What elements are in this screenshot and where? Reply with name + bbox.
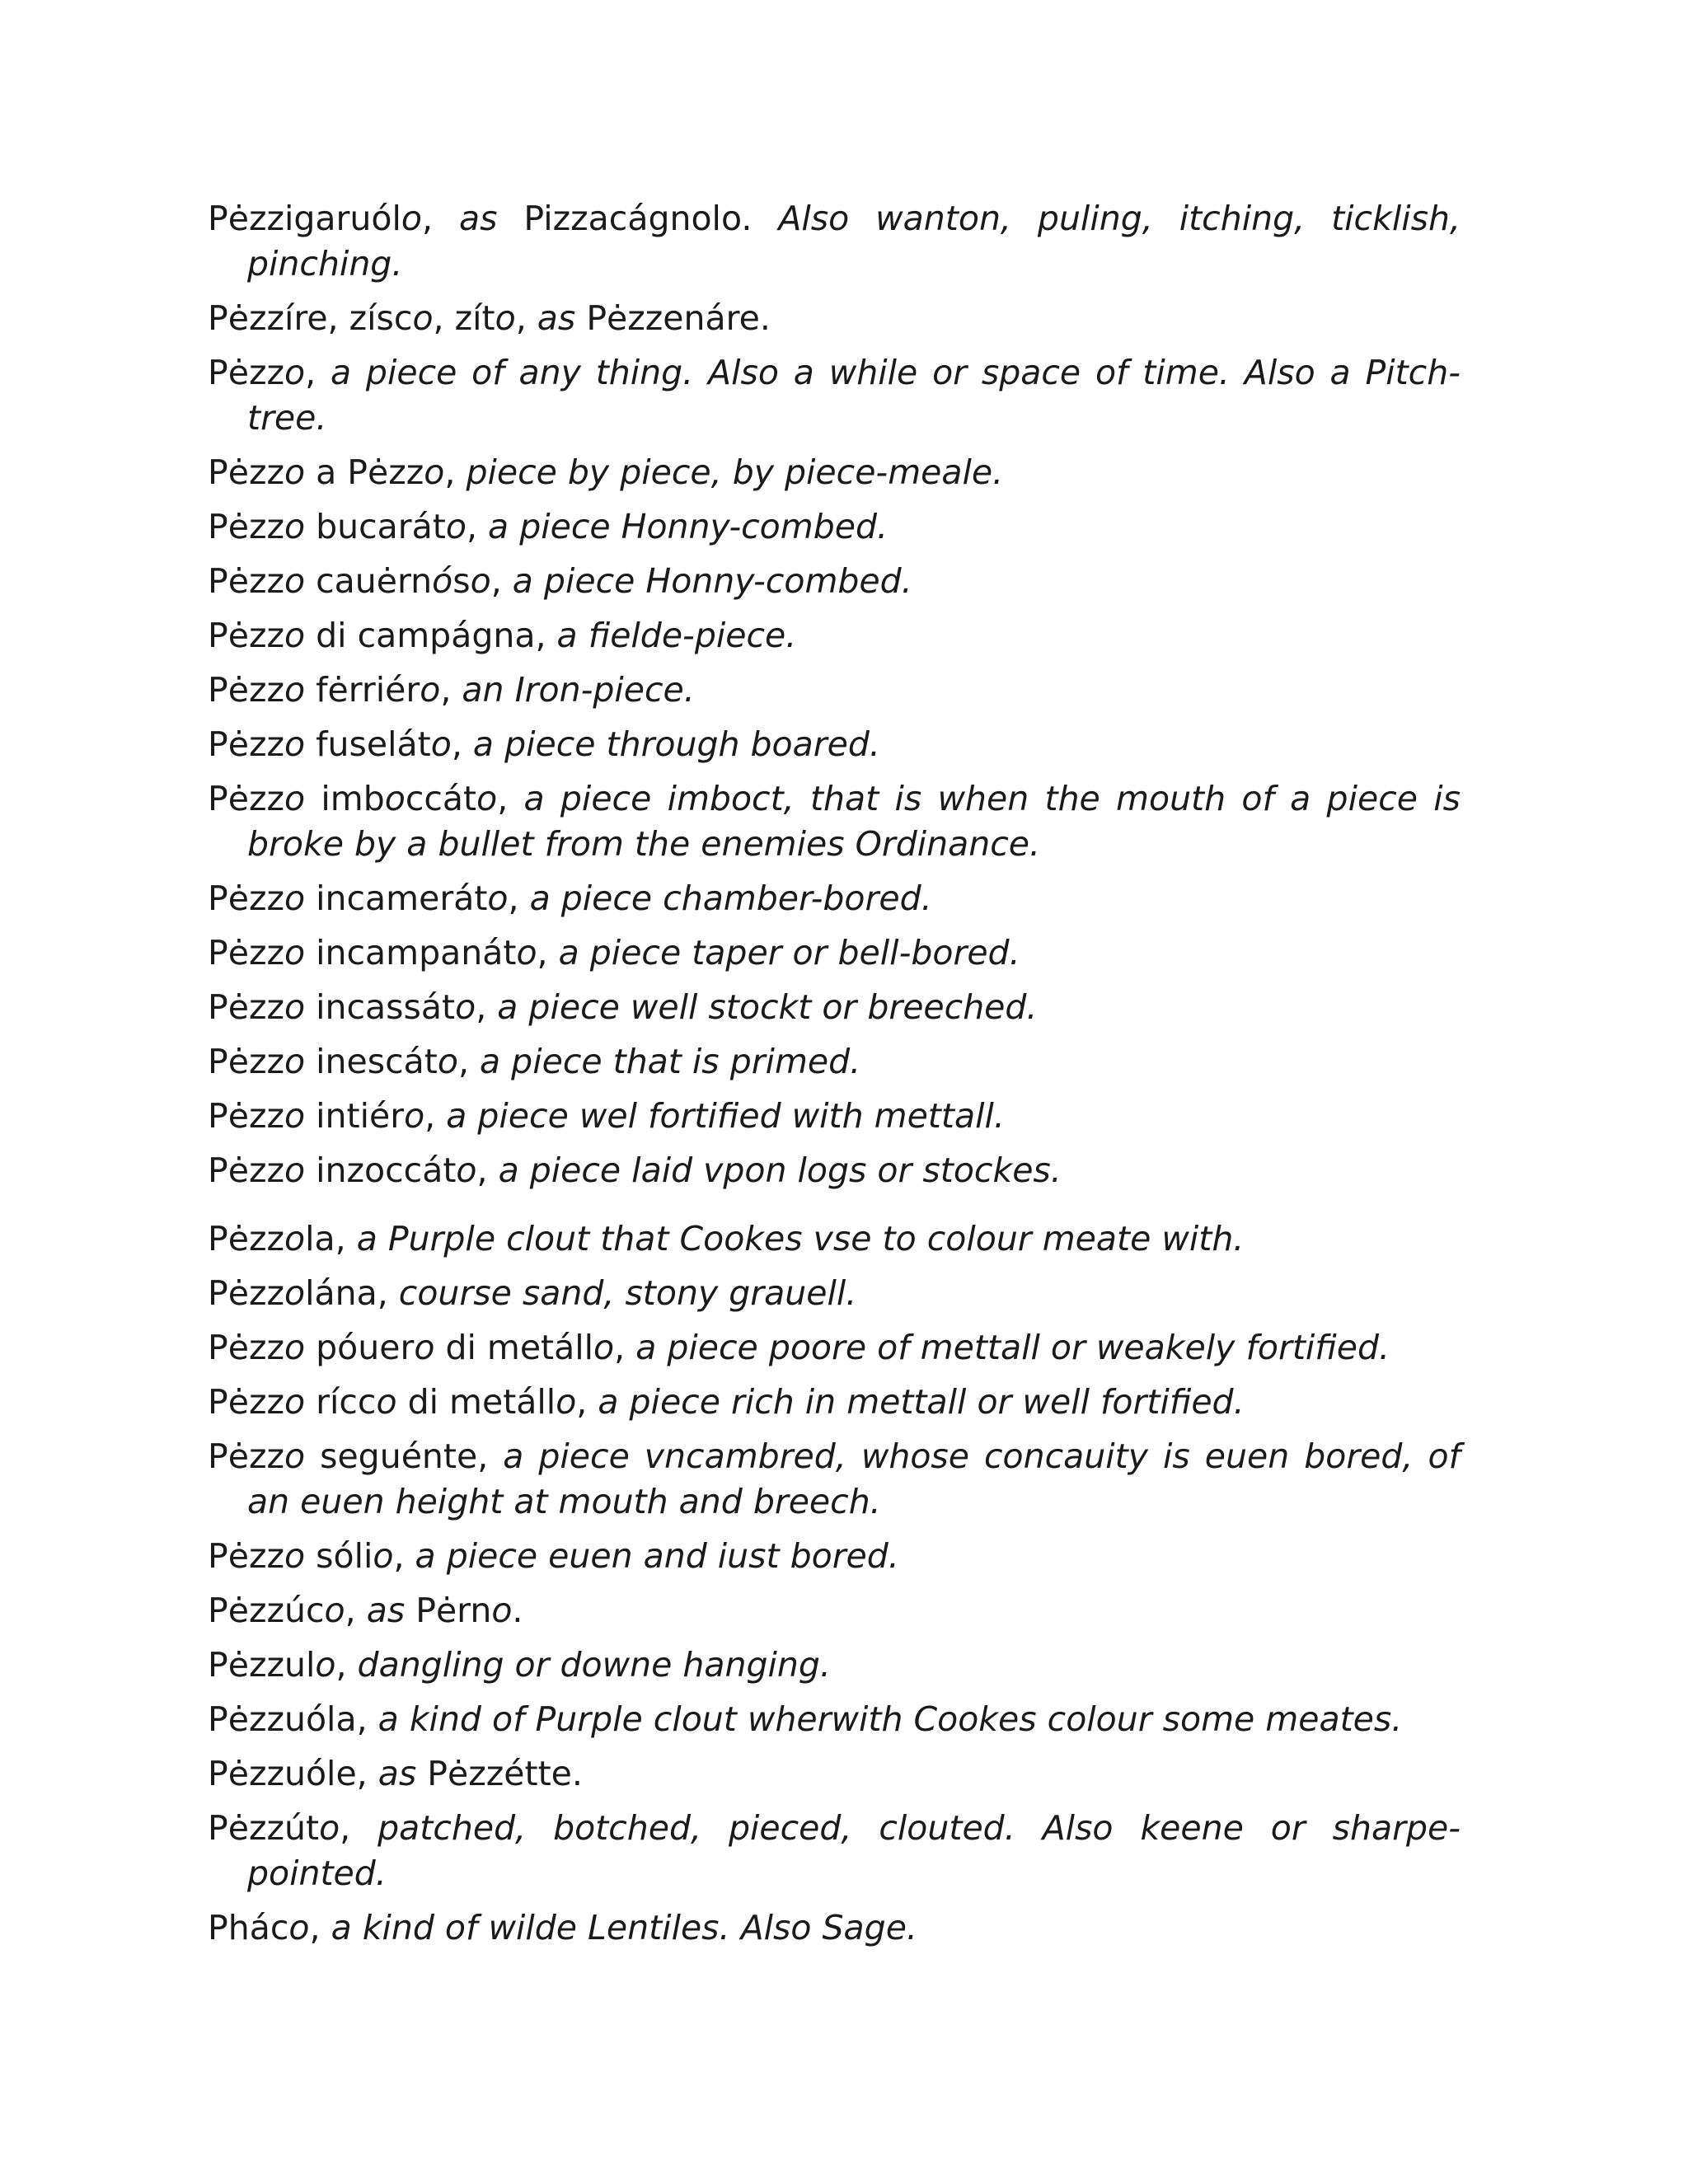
italic-text: o — [373, 1536, 394, 1576]
italic-text: o — [284, 1382, 306, 1422]
italic-text: o — [315, 1645, 336, 1685]
roman-text: incampanát — [305, 933, 517, 972]
roman-text: di metáll — [434, 1328, 594, 1367]
italic-text: an Iron-piece. — [462, 670, 695, 710]
roman-text: Pėzz — [208, 353, 284, 392]
roman-text: , — [440, 670, 462, 710]
dictionary-entry — [208, 196, 1461, 287]
italic-text: o — [384, 779, 406, 818]
roman-text: , — [444, 452, 467, 492]
italic-text: piece by piece, by piece-meale. — [466, 452, 1004, 492]
roman-text: Pėzzút — [208, 1808, 320, 1848]
italic-text: o — [284, 879, 306, 918]
italic-text: o — [284, 1042, 306, 1081]
roman-text: lána, — [305, 1273, 399, 1313]
italic-text: o — [319, 1808, 340, 1848]
roman-text: inescát — [305, 1042, 438, 1081]
roman-text: , — [457, 1042, 481, 1081]
roman-text: . — [741, 199, 779, 238]
dictionary-entry — [208, 504, 1461, 550]
italic-text: a piece imboct, that is when the mouth of a piece is broke by a bullet from the enemies Ordinance. — [247, 779, 1461, 864]
italic-text: o — [556, 1382, 577, 1422]
italic-text: o — [593, 1328, 615, 1367]
italic-text: a kind of Purple clout wherwith Cookes colour some meates. — [377, 1699, 1403, 1739]
roman-text: Pėzzúc — [208, 1591, 325, 1630]
roman-text: , — [515, 298, 537, 338]
roman-text: , — [340, 1808, 378, 1848]
roman-text: inzoccát — [305, 1151, 457, 1190]
roman-text: , — [508, 879, 530, 918]
roman-text: Pėzzuóla, — [208, 1699, 378, 1739]
roman-text: Pėzz — [208, 561, 284, 601]
roman-text: Pėzz — [208, 670, 284, 710]
italic-text: o — [424, 452, 445, 492]
roman-text: Pėzz — [208, 1096, 284, 1136]
roman-text: Pėzzul — [208, 1645, 316, 1685]
dictionary-entry — [208, 1325, 1461, 1371]
roman-text: Pėzzuóle, — [208, 1754, 378, 1793]
roman-text: , — [421, 199, 459, 238]
roman-text: . — [512, 1591, 523, 1630]
dictionary-entry — [208, 1643, 1461, 1688]
dictionary-entry — [208, 350, 1461, 441]
roman-text: incassát — [305, 987, 456, 1027]
dictionary-entry — [208, 1148, 1461, 1193]
italic-text: ó — [432, 561, 453, 601]
roman-text: fėrriér — [305, 670, 420, 710]
dictionary-entry — [208, 876, 1461, 921]
dictionary-entry — [208, 985, 1461, 1030]
italic-text: o — [401, 199, 422, 238]
roman-text: Pėrn — [415, 1591, 492, 1630]
roman-text: incamerát — [305, 879, 488, 918]
italic-text: o — [516, 933, 537, 972]
italic-text: o — [284, 1536, 306, 1576]
italic-text: o — [284, 987, 306, 1027]
roman-text: , — [345, 1591, 367, 1630]
italic-text: o — [284, 670, 306, 710]
italic-text: a piece wel fortified with mettall. — [446, 1096, 1005, 1136]
roman-text: , — [614, 1328, 636, 1367]
dictionary-entry — [208, 450, 1461, 495]
dictionary-entry — [208, 1806, 1461, 1896]
italic-text: o — [491, 1591, 513, 1630]
italic-text: patched, botched, pieced, clouted. Also keene or sharpe-pointed. — [247, 1808, 1461, 1893]
dictionary-entry — [208, 1271, 1461, 1316]
italic-text: a fielde-piece. — [556, 616, 797, 655]
roman-text: Pėzz — [208, 1273, 284, 1313]
roman-text: Pėzz — [208, 616, 284, 655]
roman-text: Pėzz — [208, 724, 284, 764]
italic-text: a piece euen and iust bored. — [415, 1536, 899, 1576]
italic-text: o — [284, 1328, 306, 1367]
roman-text: Pėzz — [208, 879, 284, 918]
roman-text: , — [476, 1151, 499, 1190]
roman-text: , — [309, 1908, 331, 1947]
italic-text: o — [284, 616, 306, 655]
roman-text: Pėzz — [208, 507, 284, 546]
roman-text: seguénte, — [305, 1436, 504, 1476]
italic-text: course sand, stony grauell. — [398, 1273, 857, 1313]
roman-text: s — [452, 561, 471, 601]
roman-text: Pėzz — [208, 1436, 284, 1476]
roman-text: sóli — [305, 1536, 373, 1576]
roman-text: , — [335, 1645, 358, 1685]
italic-text: o — [404, 1096, 425, 1136]
italic-text: a piece that is primed. — [480, 1042, 861, 1081]
roman-text: Pėzzíre, zísc — [208, 298, 413, 338]
italic-text: a piece taper or bell-bored. — [558, 933, 1020, 972]
roman-text: , — [537, 933, 559, 972]
italic-text: a piece through boared. — [472, 724, 880, 764]
roman-text: Pėzz — [208, 1536, 284, 1576]
italic-text: dangling or downe hanging. — [357, 1645, 831, 1685]
italic-text: o — [414, 1328, 435, 1367]
roman-text: , — [451, 724, 473, 764]
italic-text: o — [455, 987, 476, 1027]
dictionary-entry — [208, 296, 1461, 341]
italic-text: o — [284, 1273, 306, 1313]
italic-text: as — [458, 199, 524, 238]
dictionary-entry — [208, 1380, 1461, 1425]
italic-text: o — [284, 1436, 306, 1476]
roman-text: , zít — [433, 298, 495, 338]
roman-text: Pėzz — [208, 987, 284, 1027]
dictionary-entry — [208, 776, 1461, 867]
italic-text: a piece chamber-bored. — [529, 879, 932, 918]
italic-text: a piece rich in mettall or well fortified. — [598, 1382, 1245, 1422]
roman-text: ccát — [405, 779, 477, 818]
dictionary-entry — [208, 668, 1461, 713]
italic-text: a piece vncambred, whose concauity is euen bored, of an euen height at mouth and breech. — [247, 1436, 1461, 1521]
roman-text: Pizzacágnolo — [523, 199, 742, 238]
italic-text: o — [412, 298, 434, 338]
roman-text: cauėrn — [305, 561, 433, 601]
roman-text: Pėzzétte. — [427, 1754, 583, 1793]
italic-text: a piece laid vpon logs or stockes. — [498, 1151, 1062, 1190]
roman-text: , — [466, 507, 489, 546]
italic-text: o — [487, 879, 509, 918]
roman-text: Phác — [208, 1908, 289, 1947]
italic-text: as — [537, 298, 587, 338]
roman-text: Pėzzenáre. — [586, 298, 771, 338]
roman-text: intiér — [305, 1096, 405, 1136]
italic-text: o — [430, 724, 452, 764]
roman-text: rícc — [305, 1382, 377, 1422]
roman-text: fuselát — [305, 724, 431, 764]
dictionary-entry — [208, 722, 1461, 767]
italic-text: o — [284, 933, 306, 972]
roman-text: imb — [305, 779, 385, 818]
roman-text: , — [424, 1096, 447, 1136]
dictionary-page — [208, 196, 1461, 1960]
italic-text: o — [284, 1151, 306, 1190]
italic-text: o — [445, 507, 467, 546]
italic-text: o — [284, 507, 306, 546]
italic-text: a piece well stockt or breeched. — [497, 987, 1038, 1027]
roman-text: , — [476, 987, 498, 1027]
italic-text: a piece Honny-combed. — [512, 561, 912, 601]
dictionary-entry — [208, 930, 1461, 976]
roman-text: Pėzzigaruól — [208, 199, 401, 238]
italic-text: o — [284, 724, 306, 764]
italic-text: as — [377, 1754, 428, 1793]
italic-text: o — [288, 1908, 310, 1947]
roman-text: la, — [305, 1219, 357, 1258]
roman-text: Pėzz — [208, 1042, 284, 1081]
dictionary-entry — [208, 1094, 1461, 1139]
dictionary-entry — [208, 1039, 1461, 1085]
italic-text: o — [495, 298, 516, 338]
roman-text: Pėzz — [208, 1219, 284, 1258]
italic-text: o — [284, 353, 306, 392]
dictionary-entry — [208, 559, 1461, 604]
italic-text: o — [324, 1591, 345, 1630]
dictionary-entry — [208, 1751, 1461, 1797]
italic-text: o — [456, 1151, 477, 1190]
italic-text: o — [376, 1382, 397, 1422]
roman-text: Pėzz — [208, 779, 284, 818]
italic-text: o — [437, 1042, 458, 1081]
italic-text: a Purple clout that Cookes vse to colour meate with. — [356, 1219, 1245, 1258]
roman-text: bucarát — [305, 507, 446, 546]
roman-text: , — [490, 561, 513, 601]
roman-text: Pėzz — [208, 1382, 284, 1422]
dictionary-entry — [208, 1588, 1461, 1633]
roman-text: a Pėzz — [305, 452, 424, 492]
roman-text: Pėzz — [208, 1151, 284, 1190]
dictionary-entry — [208, 1216, 1461, 1262]
italic-text: a piece poore of mettall or weakely fortified. — [635, 1328, 1390, 1367]
roman-text: , — [393, 1536, 415, 1576]
italic-text: as — [366, 1591, 416, 1630]
italic-text: o — [470, 561, 491, 601]
dictionary-entry — [208, 1534, 1461, 1579]
italic-text: o — [420, 670, 441, 710]
italic-text: o — [284, 779, 306, 818]
roman-text: póuer — [305, 1328, 415, 1367]
dictionary-entry — [208, 1434, 1461, 1525]
roman-text: di metáll — [396, 1382, 556, 1422]
roman-text: , — [305, 353, 331, 392]
roman-text: Pėzz — [208, 452, 284, 492]
roman-text: di campágna, — [305, 616, 557, 655]
dictionary-entry — [208, 1905, 1461, 1951]
italic-text: o — [284, 1096, 306, 1136]
italic-text: a kind of wilde Lentiles. Also Sage. — [331, 1908, 917, 1947]
dictionary-entry — [208, 613, 1461, 658]
roman-text: Pėzz — [208, 1328, 284, 1367]
italic-text: o — [284, 1219, 306, 1258]
dictionary-entry — [208, 1697, 1461, 1742]
roman-text: , — [497, 779, 524, 818]
italic-text: o — [476, 779, 498, 818]
italic-text: Also wanton, puling, itching, ticklish, pinching. — [247, 199, 1461, 284]
italic-text: o — [284, 452, 306, 492]
roman-text: Pėzz — [208, 933, 284, 972]
italic-text: o — [284, 561, 306, 601]
italic-text: a piece of any thing. Also a while or space of time. Also a Pitch-tree. — [247, 353, 1461, 438]
roman-text: , — [576, 1382, 598, 1422]
italic-text: a piece Honny-combed. — [488, 507, 888, 546]
